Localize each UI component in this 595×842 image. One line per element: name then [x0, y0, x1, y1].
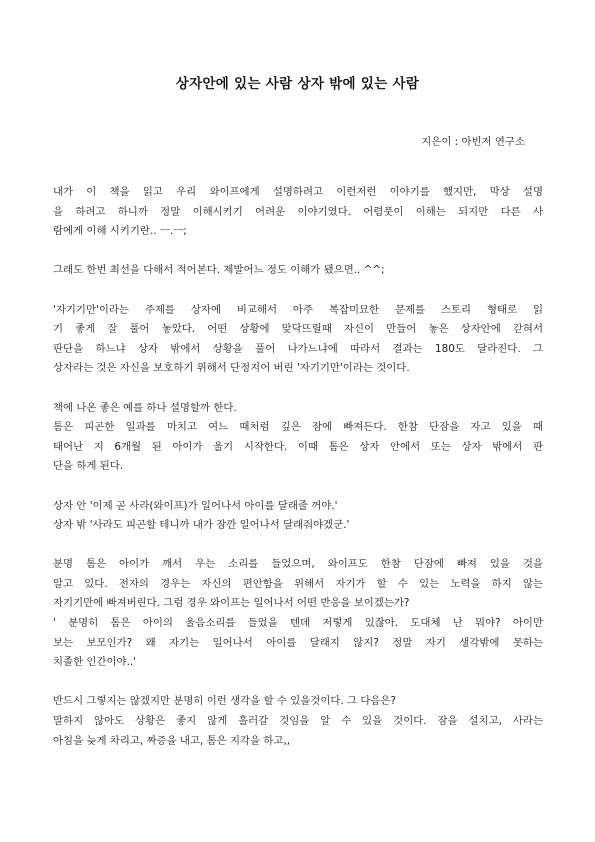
- text-line: 람에게 이해 시키기란.. ㅡ.ㅡ;: [53, 225, 187, 238]
- text-line: 알고 있다. 전자의 경우는 자신의 편안함을 위해서 자기가 할 수 있는 노력을 하지 않는: [53, 577, 543, 590]
- text-line: 보는 보모인가? 왜 자기는 일어나서 아이를 달래지 않지? 정말 자기 생각밖에 못하는: [53, 636, 543, 649]
- text-line: 그래도 한번 최선을 다해서 적어본다. 제발어느 정도 이해가 됐으면.. ^^;: [53, 264, 385, 277]
- text-line: 태어난 지 6개월 된 아이가 울기 시작한다. 이때 톰은 상자 안에서 또는 상자 밖에서 판: [53, 440, 543, 453]
- text-line: 을 하려고 하니까 정말 이해시키기 어려운 이야기였다. 어렴풋이 이해는 되지만 다른 사: [53, 205, 543, 218]
- text-line: 단을 하게 된다.: [53, 460, 124, 473]
- text-line: 치졸한 인간이야..': [53, 656, 137, 669]
- paragraph: [53, 183, 543, 242]
- text-line: 분명 톰은 아이가 깨서 우는 소리를 들었으며, 와이프도 한참 단잠에 빠져 있을 것을: [53, 558, 543, 571]
- text-line: 상자라는 것은 자신을 보호하기 위해서 단정지어 버린 '자기기만'이라는 것이다.: [53, 362, 410, 375]
- text-line: 말하지 않아도 상황은 좋지 않게 흘러갈 것임을 알 수 있을 것이다. 잠을 설치고, 사라는: [53, 715, 543, 728]
- text-line: 자기기만에 빠져버린다. 그럼 경우 와이프는 일어나서 어떤 반응을 보이겠는가?: [53, 597, 410, 610]
- document-body: [53, 183, 543, 751]
- document-title: 상자안에 있는 사람 상자 밖에 있는 사람: [175, 76, 420, 92]
- text-line: 내가 이 책을 읽고 우리 와이프에게 설명하려고 이런저런 이야기를 했지만, 막상 설명: [53, 186, 543, 198]
- text-line: 판단을 하느냐 상자 밖에서 상황을 풀어 나가느냐에 따라서 결과는 180도 달라진다. 그: [53, 342, 543, 355]
- text-line: 아침을 늦게 차리고, 짜증을 내고, 톰은 지각을 하고,,: [53, 734, 291, 747]
- paragraph: [53, 555, 543, 673]
- paragraph: [53, 692, 543, 751]
- text-line: 상자 안 '이제 곧 사라(와이프)가 일어나서 아이를 달래줄 꺼야.': [53, 499, 338, 512]
- text-line: 책에 나온 좋은 예를 하나 설명할까 한다.: [53, 401, 237, 414]
- text-line: ' 분명히 톰은 아이의 울음소리를 들었을 텐데 저렇게 있잖아. 도대체 난 뭐야? 아이만: [53, 617, 543, 630]
- text-line: '자기기만'이라는 주제를 상자에 비교해서 아주 복잡미묘한 문제를 스토리 형태로 읽: [53, 303, 543, 316]
- paragraph: [53, 261, 543, 281]
- document-author: 지은이 : 아빈저 연구소: [421, 136, 525, 148]
- text-line: 반드시 그렇지는 않겠지만 분명히 이런 생각을 할 수 있을것이다. 그 다음은?: [53, 695, 396, 708]
- paragraph: [53, 301, 543, 379]
- paragraph: [53, 399, 543, 477]
- text-line: 톰은 피곤한 일과를 마치고 여느 때처럼 깊은 잠에 빠져든다. 한참 단잠을 자고 있을 때: [53, 421, 543, 434]
- paragraph: [53, 497, 543, 536]
- text-line: 기 좋게 잘 풀어 놓았다. 어떤 상황에 맞닥뜨릴때 자신이 만들어 놓은 상자안에 갇혀서: [53, 323, 543, 336]
- text-line: 상자 밖 '사라도 피곤할 테니까 내가 잠깐 일어나서 달래줘야겠군.': [53, 519, 350, 532]
